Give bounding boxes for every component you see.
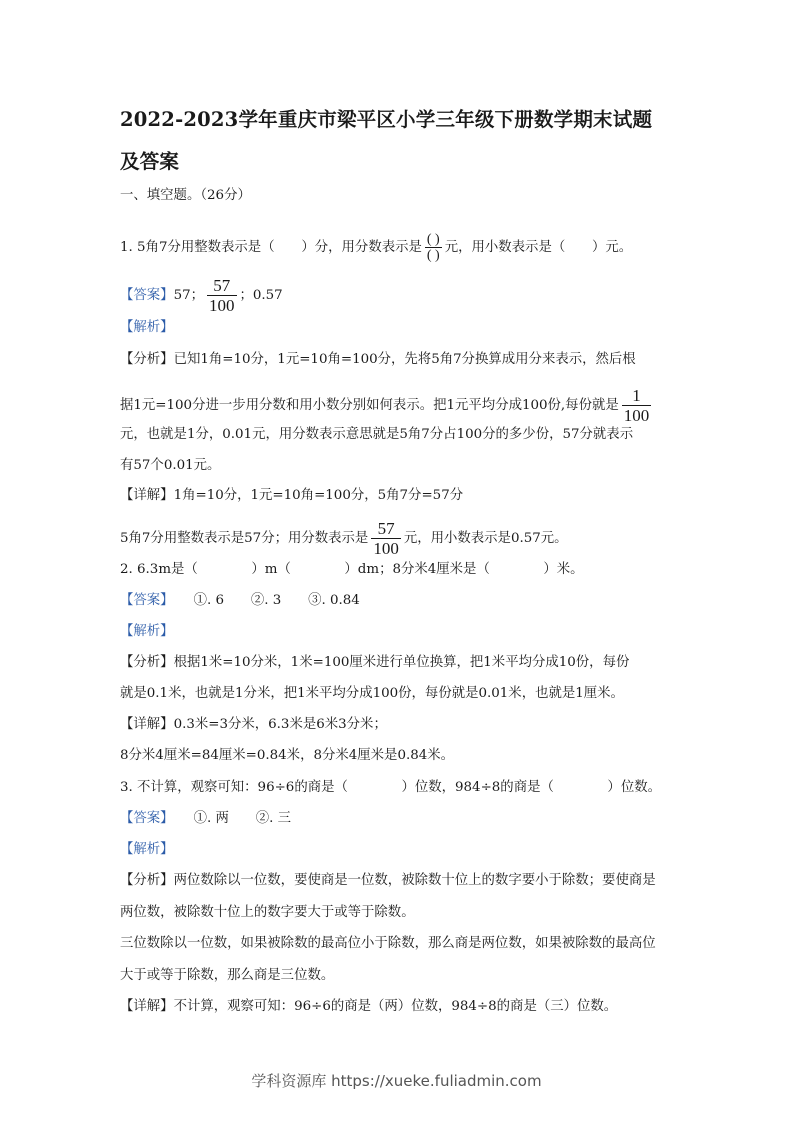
q1-fenxi-line-4: 有57个0.01元。 <box>120 458 221 473</box>
analysis-tag: 【解析】 <box>120 624 174 639</box>
q3-answer <box>120 809 291 829</box>
answer-fraction <box>207 276 237 315</box>
detail-tag: 【详解】 <box>120 999 174 1014</box>
q3-paragraph-line-1: 三位数除以一位数，如果被除数的最高位小于除数，那么商是两位数，如果被除数的最高位 <box>120 936 656 951</box>
answer-value: ①. 两 ②. 三 <box>166 811 292 826</box>
question-2: 2. 6.3m是（ ）m（ ）dm；8分米4厘米是（ ）米。 <box>120 562 584 577</box>
fraction-numerator: 1 <box>632 386 641 405</box>
question-1 <box>120 232 632 263</box>
fenxi-text: 根据1米=10分米，1米=100厘米进行单位换算，把1米平均分成10份，每份 <box>173 655 630 670</box>
fraction-numerator: 57 <box>377 519 395 538</box>
title-line-1: 2022-2023学年重庆市梁平区小学三年级下册数学期末试题 <box>120 108 653 131</box>
title-line-2: 及答案 <box>120 150 180 173</box>
q3-paragraph-line-2: 大于或等于除数，那么商是三位数。 <box>120 968 335 983</box>
q2-detail-line-1 <box>120 715 387 735</box>
answer-tag: 【答案】 <box>120 593 167 608</box>
detail-tag: 【详解】 <box>120 488 174 503</box>
fenxi-fraction <box>622 386 652 425</box>
fraction-denominator: 100 <box>373 539 399 558</box>
q3-fenxi-line-2: 两位数，被除数十位上的数字要大于或等于除数。 <box>120 905 415 920</box>
detail-tag: 【详解】 <box>120 717 174 732</box>
analysis-tag: 【解析】 <box>120 320 174 335</box>
q3-detail-line-1 <box>120 997 617 1017</box>
fraction-numerator: ( ) <box>426 232 440 247</box>
detail-text: 0.3米=3分米，6.3米是6米3分米； <box>173 717 387 732</box>
fenxi-text: 据1元=100分进一步用分数和用小数分别如何表示。把1元平均分成100份,每份就是 <box>120 398 619 413</box>
q1-blank-fraction <box>425 232 442 263</box>
fraction-denominator: 100 <box>209 296 235 315</box>
q1-answer <box>120 276 283 315</box>
q1-fenxi-line-3: 元，也就是1分，0.01元，用分数表示意思就是5角7分占100分的多少份，57分就表示 <box>120 427 634 442</box>
answer-tag: 【答案】 <box>120 288 174 303</box>
fraction-denominator: 100 <box>623 406 650 425</box>
q1-text-part1: 1. 5角7分用整数表示是（ ）分，用分数表示是 <box>120 240 422 255</box>
analysis-tag: 【解析】 <box>120 842 174 857</box>
answer-value: ；0.57 <box>239 288 283 303</box>
q2-answer <box>120 591 360 611</box>
q3-fenxi-line-1 <box>120 871 656 891</box>
fenxi-tag: 【分析】 <box>120 655 174 670</box>
q1-text-part2: 元，用小数表示是（ ）元。 <box>444 240 633 255</box>
fraction-denominator: ( ) <box>426 248 440 263</box>
q1-detail-line-1 <box>120 486 463 506</box>
q1-detail-line-2 <box>120 519 568 558</box>
fenxi-tag: 【分析】 <box>120 352 174 367</box>
q1-fenxi-line-1 <box>120 350 636 370</box>
fraction-numerator: 57 <box>213 276 231 295</box>
answer-tag: 【答案】 <box>120 811 167 826</box>
question-3: 3. 不计算，观察可知：96÷6的商是（ ）位数，984÷8的商是（ ）位数。 <box>120 780 661 795</box>
q2-detail-line-2: 8分米4厘米=84厘米=0.84米，8分米4厘米是0.84米。 <box>120 748 455 763</box>
q2-fenxi-line-2: 就是0.1米，也就是1分米，把1米平均分成100份，每份就是0.01米，也就是1厘米。 <box>120 686 624 701</box>
footer-watermark: 学科资源库 https://xueke.fuliadmin.com <box>251 1072 542 1090</box>
fenxi-text: 两位数除以一位数，要使商是一位数，被除数十位上的数字要小于除数；要使商是 <box>173 873 656 888</box>
detail-text: 1角=10分，1元=10角=100分，5角7分=57分 <box>173 488 464 503</box>
detail-text: 不计算，观察可知：96÷6的商是（两）位数，984÷8的商是（三）位数。 <box>173 999 618 1014</box>
fenxi-text: 已知1角=10分，1元=10角=100分，先将5角7分换算成用分来表示，然后根 <box>173 352 636 367</box>
detail-fraction <box>371 519 401 558</box>
detail-text: 元，用小数表示是0.57元。 <box>403 531 568 546</box>
answer-value: 57； <box>173 288 204 303</box>
fenxi-tag: 【分析】 <box>120 873 174 888</box>
section-heading: 一、填空题。（26分） <box>120 188 251 203</box>
q1-fenxi-line-2 <box>120 386 654 425</box>
answer-value: ①. 6 ②. 3 ③. 0.84 <box>166 593 360 608</box>
q2-fenxi-line-1 <box>120 653 629 673</box>
detail-text: 5角7分用整数表示是57分；用分数表示是 <box>120 531 369 546</box>
